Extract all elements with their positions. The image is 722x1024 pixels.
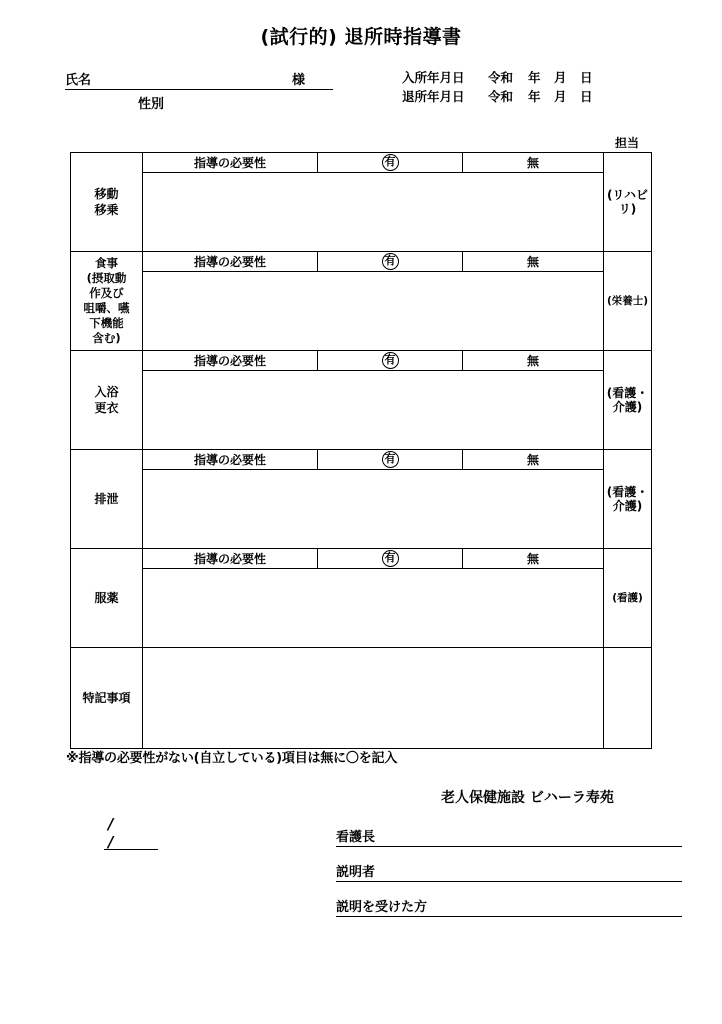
signature-label: 説明者	[336, 865, 376, 880]
staff-cell: (看護・介護)	[604, 450, 652, 549]
guidance-table-body	[71, 153, 652, 749]
staff-cell: (栄養士)	[604, 252, 652, 351]
table-row	[71, 569, 652, 648]
signature-row[interactable]	[336, 886, 682, 917]
signature-block	[336, 816, 682, 921]
circle-mark-icon: 有	[382, 451, 399, 468]
table-row	[71, 371, 652, 450]
option-no-cell[interactable]: 無	[463, 252, 604, 272]
row-item-label: 排泄	[71, 450, 143, 549]
guidance-table	[70, 152, 652, 749]
need-label-cell: 指導の必要性	[143, 450, 318, 470]
row-entry-area[interactable]	[143, 272, 604, 351]
staff-cell: (看護・介護)	[604, 351, 652, 450]
option-yes-cell[interactable]	[318, 252, 463, 272]
patient-name-block	[65, 68, 333, 112]
discharge-year-unit: 年	[528, 89, 541, 104]
row-item-label: 食事 (摂取動 作及び 咀嚼、嚥 下機能 含む)	[71, 252, 143, 351]
staff-cell: (看護)	[604, 549, 652, 648]
signature-label: 説明を受けた方	[336, 900, 428, 915]
name-field-line[interactable]	[65, 68, 333, 90]
need-label-cell: 指導の必要性	[143, 252, 318, 272]
staff-cell: (リハビリ)	[604, 153, 652, 252]
option-no-cell[interactable]: 無	[463, 153, 604, 173]
admission-discharge-dates	[402, 68, 600, 106]
row-entry-area[interactable]	[143, 173, 604, 252]
signature-date-value: / /	[108, 815, 128, 851]
admission-year-unit: 年	[528, 70, 541, 85]
page-title: (試行的) 退所時指導書	[260, 26, 462, 48]
discharge-date-row[interactable]	[402, 87, 600, 106]
name-honorific: 様	[291, 73, 305, 88]
table-row	[71, 173, 652, 252]
signature-row[interactable]	[336, 851, 682, 882]
option-yes-cell[interactable]	[318, 450, 463, 470]
row-entry-area[interactable]	[143, 569, 604, 648]
table-row	[71, 470, 652, 549]
row-item-label: 入浴 更衣	[71, 351, 143, 450]
signature-date-field[interactable]	[104, 815, 164, 850]
option-yes-cell[interactable]	[318, 351, 463, 371]
circle-mark-icon: 有	[382, 154, 399, 171]
table-row	[71, 648, 652, 749]
need-label-cell: 指導の必要性	[143, 153, 318, 173]
option-no-cell[interactable]: 無	[463, 351, 604, 371]
discharge-date-label: 退所年月日	[402, 89, 465, 104]
staff-cell	[604, 648, 652, 749]
row-entry-area[interactable]	[143, 470, 604, 549]
footnote-text: ※指導の必要性がない(自立している)項目は無に〇を記入	[66, 751, 398, 766]
admission-date-label: 入所年月日	[402, 70, 465, 85]
gender-label: 性別	[138, 97, 165, 112]
row-entry-area[interactable]	[143, 371, 604, 450]
circle-mark-icon: 有	[382, 550, 399, 567]
table-row	[71, 351, 652, 371]
option-no-cell[interactable]: 無	[463, 549, 604, 569]
need-label-cell: 指導の必要性	[143, 351, 318, 371]
admission-era: 令和	[488, 70, 514, 85]
discharge-era: 令和	[488, 89, 514, 104]
signature-label: 看護長	[336, 830, 376, 845]
discharge-month-unit: 月	[554, 89, 567, 104]
staff-column-caption: 担当	[613, 134, 641, 153]
row-item-label: 服薬	[71, 549, 143, 648]
row-item-label: 特記事項	[71, 648, 143, 749]
admission-day-unit: 日	[580, 70, 593, 85]
circle-mark-icon: 有	[382, 352, 399, 369]
need-label-cell: 指導の必要性	[143, 549, 318, 569]
discharge-day-unit: 日	[580, 89, 593, 104]
row-item-label: 移動 移乗	[71, 153, 143, 252]
facility-name: 老人保健施設 ビハーラ寿苑	[441, 790, 614, 806]
option-yes-cell[interactable]	[318, 153, 463, 173]
name-label: 氏名	[65, 73, 92, 88]
option-no-cell[interactable]: 無	[463, 450, 604, 470]
table-row	[71, 153, 652, 173]
option-yes-cell[interactable]	[318, 549, 463, 569]
admission-date-row[interactable]	[402, 68, 600, 87]
signature-row[interactable]	[336, 816, 682, 847]
table-row	[71, 450, 652, 470]
row-entry-area[interactable]	[143, 648, 604, 749]
table-row	[71, 272, 652, 351]
table-row	[71, 252, 652, 272]
circle-mark-icon: 有	[382, 253, 399, 270]
admission-month-unit: 月	[554, 70, 567, 85]
table-row	[71, 549, 652, 569]
